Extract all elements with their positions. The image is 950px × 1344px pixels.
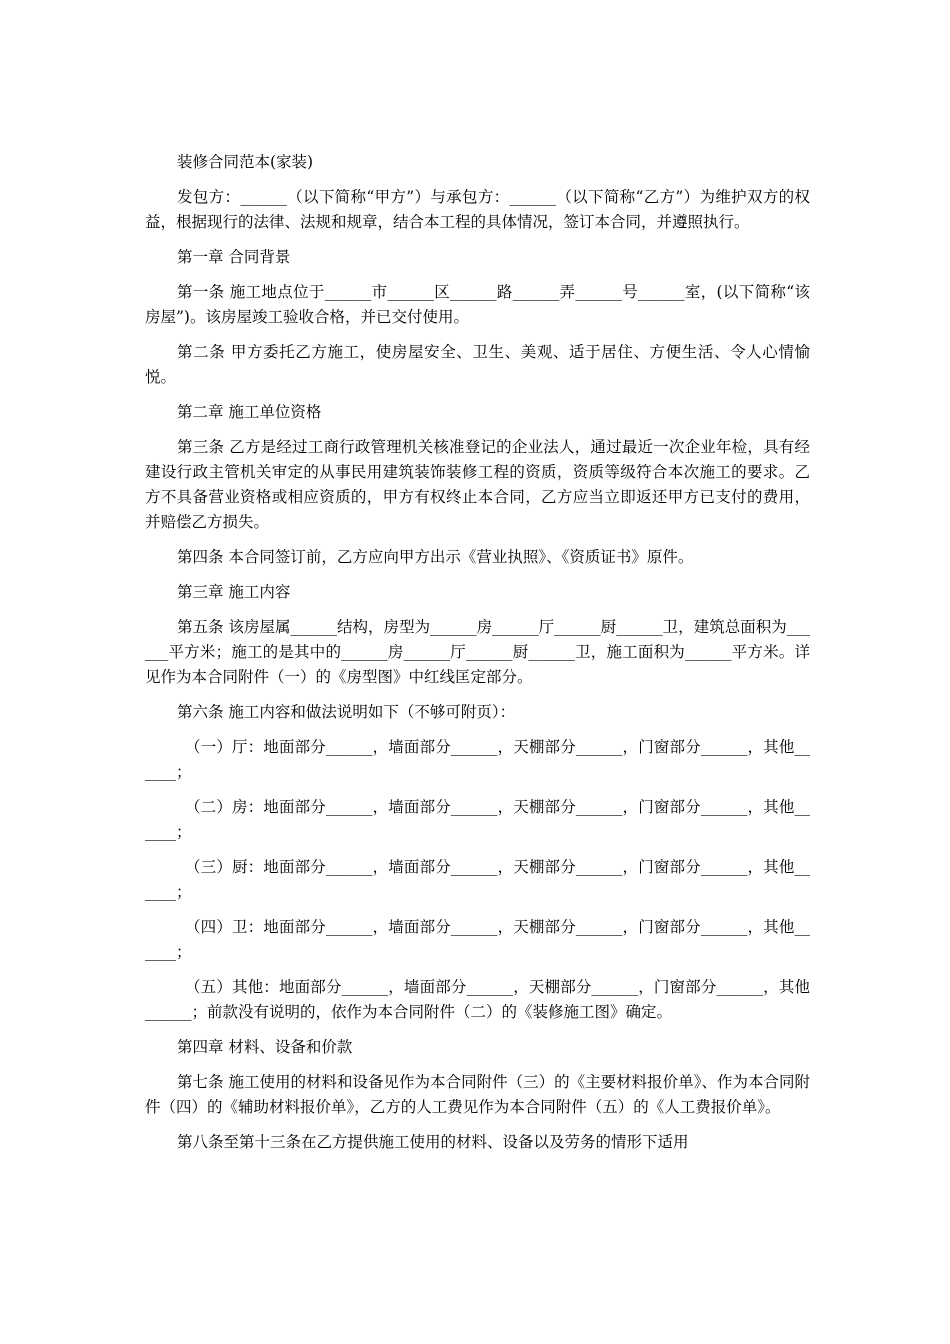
paragraph-article-7: 第七条 施工使用的材料和设备见作为本合同附件（三）的《主要材料报价单》、作为本合同附件（四）的《辅助材料报价单》，乙方的人工费见作为本合同附件（五）的《人工费报价单》。 <box>145 1073 810 1116</box>
document-body <box>145 150 810 1165</box>
paragraph-article-2: 第二条 甲方委托乙方施工，使房屋安全、卫生、美观、适于居住、方便生活、令人心情愉悦。 <box>145 343 810 386</box>
paragraph-article-8-13: 第八条至第十三条在乙方提供施工使用的材料、设备以及劳务的情形下适用 <box>177 1133 689 1151</box>
paragraph-chapter-4: 第四章 材料、设备和价款 <box>177 1038 353 1056</box>
paragraph-chapter-3: 第三章 施工内容 <box>177 583 291 601</box>
paragraph-preamble: 发包方：______（以下简称“甲方”）与承包方：______（以下简称“乙方”）为维护双方的权益，根据现行的法律、法规和规章，结合本工程的具体情况，签订本合同，并遵照执行。 <box>145 188 810 231</box>
paragraph-article-6: 第六条 施工内容和做法说明如下（不够可附页）： <box>177 703 516 721</box>
paragraph-article-3: 第三条 乙方是经过工商行政管理机关核准登记的企业法人，通过最近一次企业年检，具有经建设行政主管机关审定的从事民用建筑装饰装修工程的资质，资质等级符合本次施工的要求。乙方不具备营业资格或相应资质的，甲方有权终止本合同，乙方应当立即返还甲方已支付的费用，并赔偿乙方损失。 <box>145 438 810 531</box>
paragraph-item-3: （三）厨：地面部分______，墙面部分______，天棚部分______，门窗部分______，其他______； <box>145 858 810 901</box>
paragraph-article-4: 第四条 本合同签订前，乙方应向甲方出示《营业执照》、《资质证书》原件。 <box>177 548 694 566</box>
paragraph-item-5: （五）其他：地面部分______，墙面部分______，天棚部分______，门窗部分______，其他______；前款没有说明的，依作为本合同附件（二）的《装修施工图》确定。 <box>145 978 810 1021</box>
paragraph-article-1: 第一条 施工地点位于______市______区______路______弄______号______室，(以下简称“该房屋”)。该房屋竣工验收合格，并已交付使用。 <box>145 283 810 326</box>
paragraph-item-4: （四）卫：地面部分______，墙面部分______，天棚部分______，门窗部分______，其他______； <box>145 918 810 961</box>
paragraph-chapter-1: 第一章 合同背景 <box>177 248 291 266</box>
paragraph-title: 装修合同范本(家装) <box>177 153 314 171</box>
paragraph-item-2: （二）房：地面部分______，墙面部分______，天棚部分______，门窗部分______，其他______； <box>145 798 810 841</box>
paragraph-article-5: 第五条 该房屋属______结构，房型为______房______厅______厨______卫，建筑总面积为______平方米；施工的是其中的______房______厅______厨______卫，施工面积为______平方米。详见作为本合同附件（一）的《房型图》中红线匡定部分。 <box>145 618 810 686</box>
paragraph-chapter-2: 第二章 施工单位资格 <box>177 403 322 421</box>
paragraph-item-1: （一）厅：地面部分______，墙面部分______，天棚部分______，门窗部分______，其他______； <box>145 738 810 781</box>
